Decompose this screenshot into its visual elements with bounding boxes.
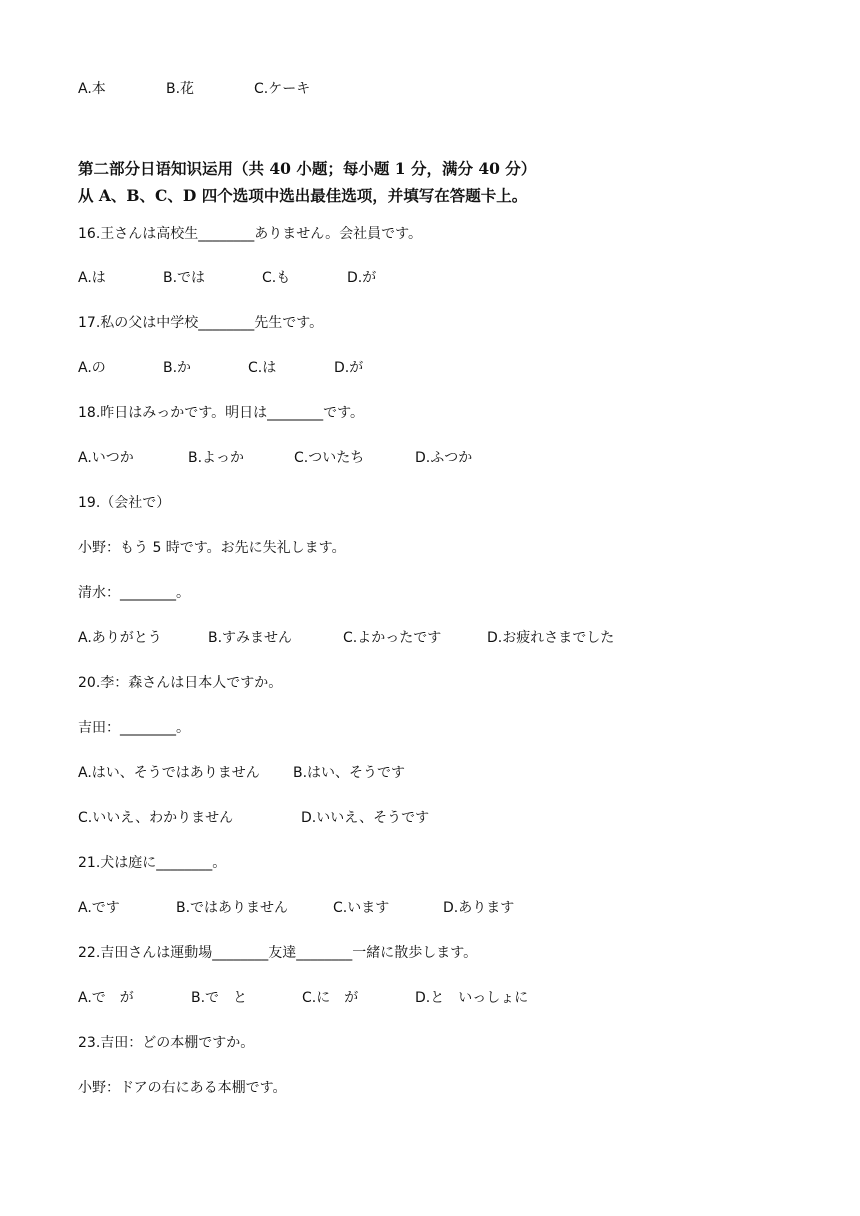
question-23-text: 23.吉田：どの本棚ですか。 [78,1035,255,1051]
question-18-text: 18.昨日はみっかです。明日は________です。 [78,405,365,421]
option-d: D.ふつか [415,450,473,466]
option-b: B.すみません [208,630,293,646]
option-a: A.はい、そうではありません [78,765,260,781]
option-d: D.が [347,270,377,286]
question-23-dialogue: 小野：ドアの右にある本棚です。 [78,1080,287,1096]
option-c: C.ついたち [294,450,365,466]
question-19-dialogue-2: 清水：________。 [78,585,190,601]
question-21-text: 21.犬は庭に________。 [78,855,227,871]
option-b: B.花 [166,81,195,97]
question-19-dialogue-1: 小野：もう 5 時です。お先に失礼します。 [78,540,346,556]
option-d: D.が [334,360,364,376]
option-b: B.で と [191,990,248,1006]
section-instruction: 从 A、B、C、D 四个选项中选出最佳选项，并填写在答题卡上。 [78,186,528,205]
option-a: A.です [78,900,120,916]
option-b: B.では [163,270,206,286]
option-c: C.います [333,900,390,916]
option-a: A.の [78,360,106,376]
option-b: B.ではありません [176,900,289,916]
option-d: D.あります [443,900,515,916]
option-b: B.か [163,360,192,376]
option-d: D.いいえ、そうです [301,810,430,826]
question-20-text: 20.李：森さんは日本人ですか。 [78,675,283,691]
option-d: D.お疲れさまでした [487,630,615,646]
question-22-text: 22.吉田さんは運動場________友達________一緒に散歩します。 [78,945,478,961]
option-a: A.は [78,270,106,286]
option-c: C.は [248,360,277,376]
option-a: A.で が [78,990,134,1006]
option-c: C.も [262,270,291,286]
option-a: A.いつか [78,450,134,466]
option-c: C.いいえ、わかりません [78,810,234,826]
question-20-dialogue: 吉田：________。 [78,720,190,736]
option-d: D.と いっしょに [415,990,529,1006]
option-a: A.本 [78,81,106,97]
question-17-text: 17.私の父は中学校________先生です。 [78,315,324,331]
option-c: C.ケーキ [254,81,311,97]
option-b: B.よっか [188,450,245,466]
option-a: A.ありがとう [78,630,162,646]
question-19-text: 19.（会社で） [78,495,171,511]
question-16-text: 16.王さんは高校生________ありません。会社員です。 [78,226,422,242]
option-c: C.に が [302,990,359,1006]
option-c: C.よかったです [343,630,442,646]
option-b: B.はい、そうです [293,765,406,781]
section-title: 第二部分日语知识运用（共 40 小题；每小题 1 分，满分 40 分） [78,159,537,178]
